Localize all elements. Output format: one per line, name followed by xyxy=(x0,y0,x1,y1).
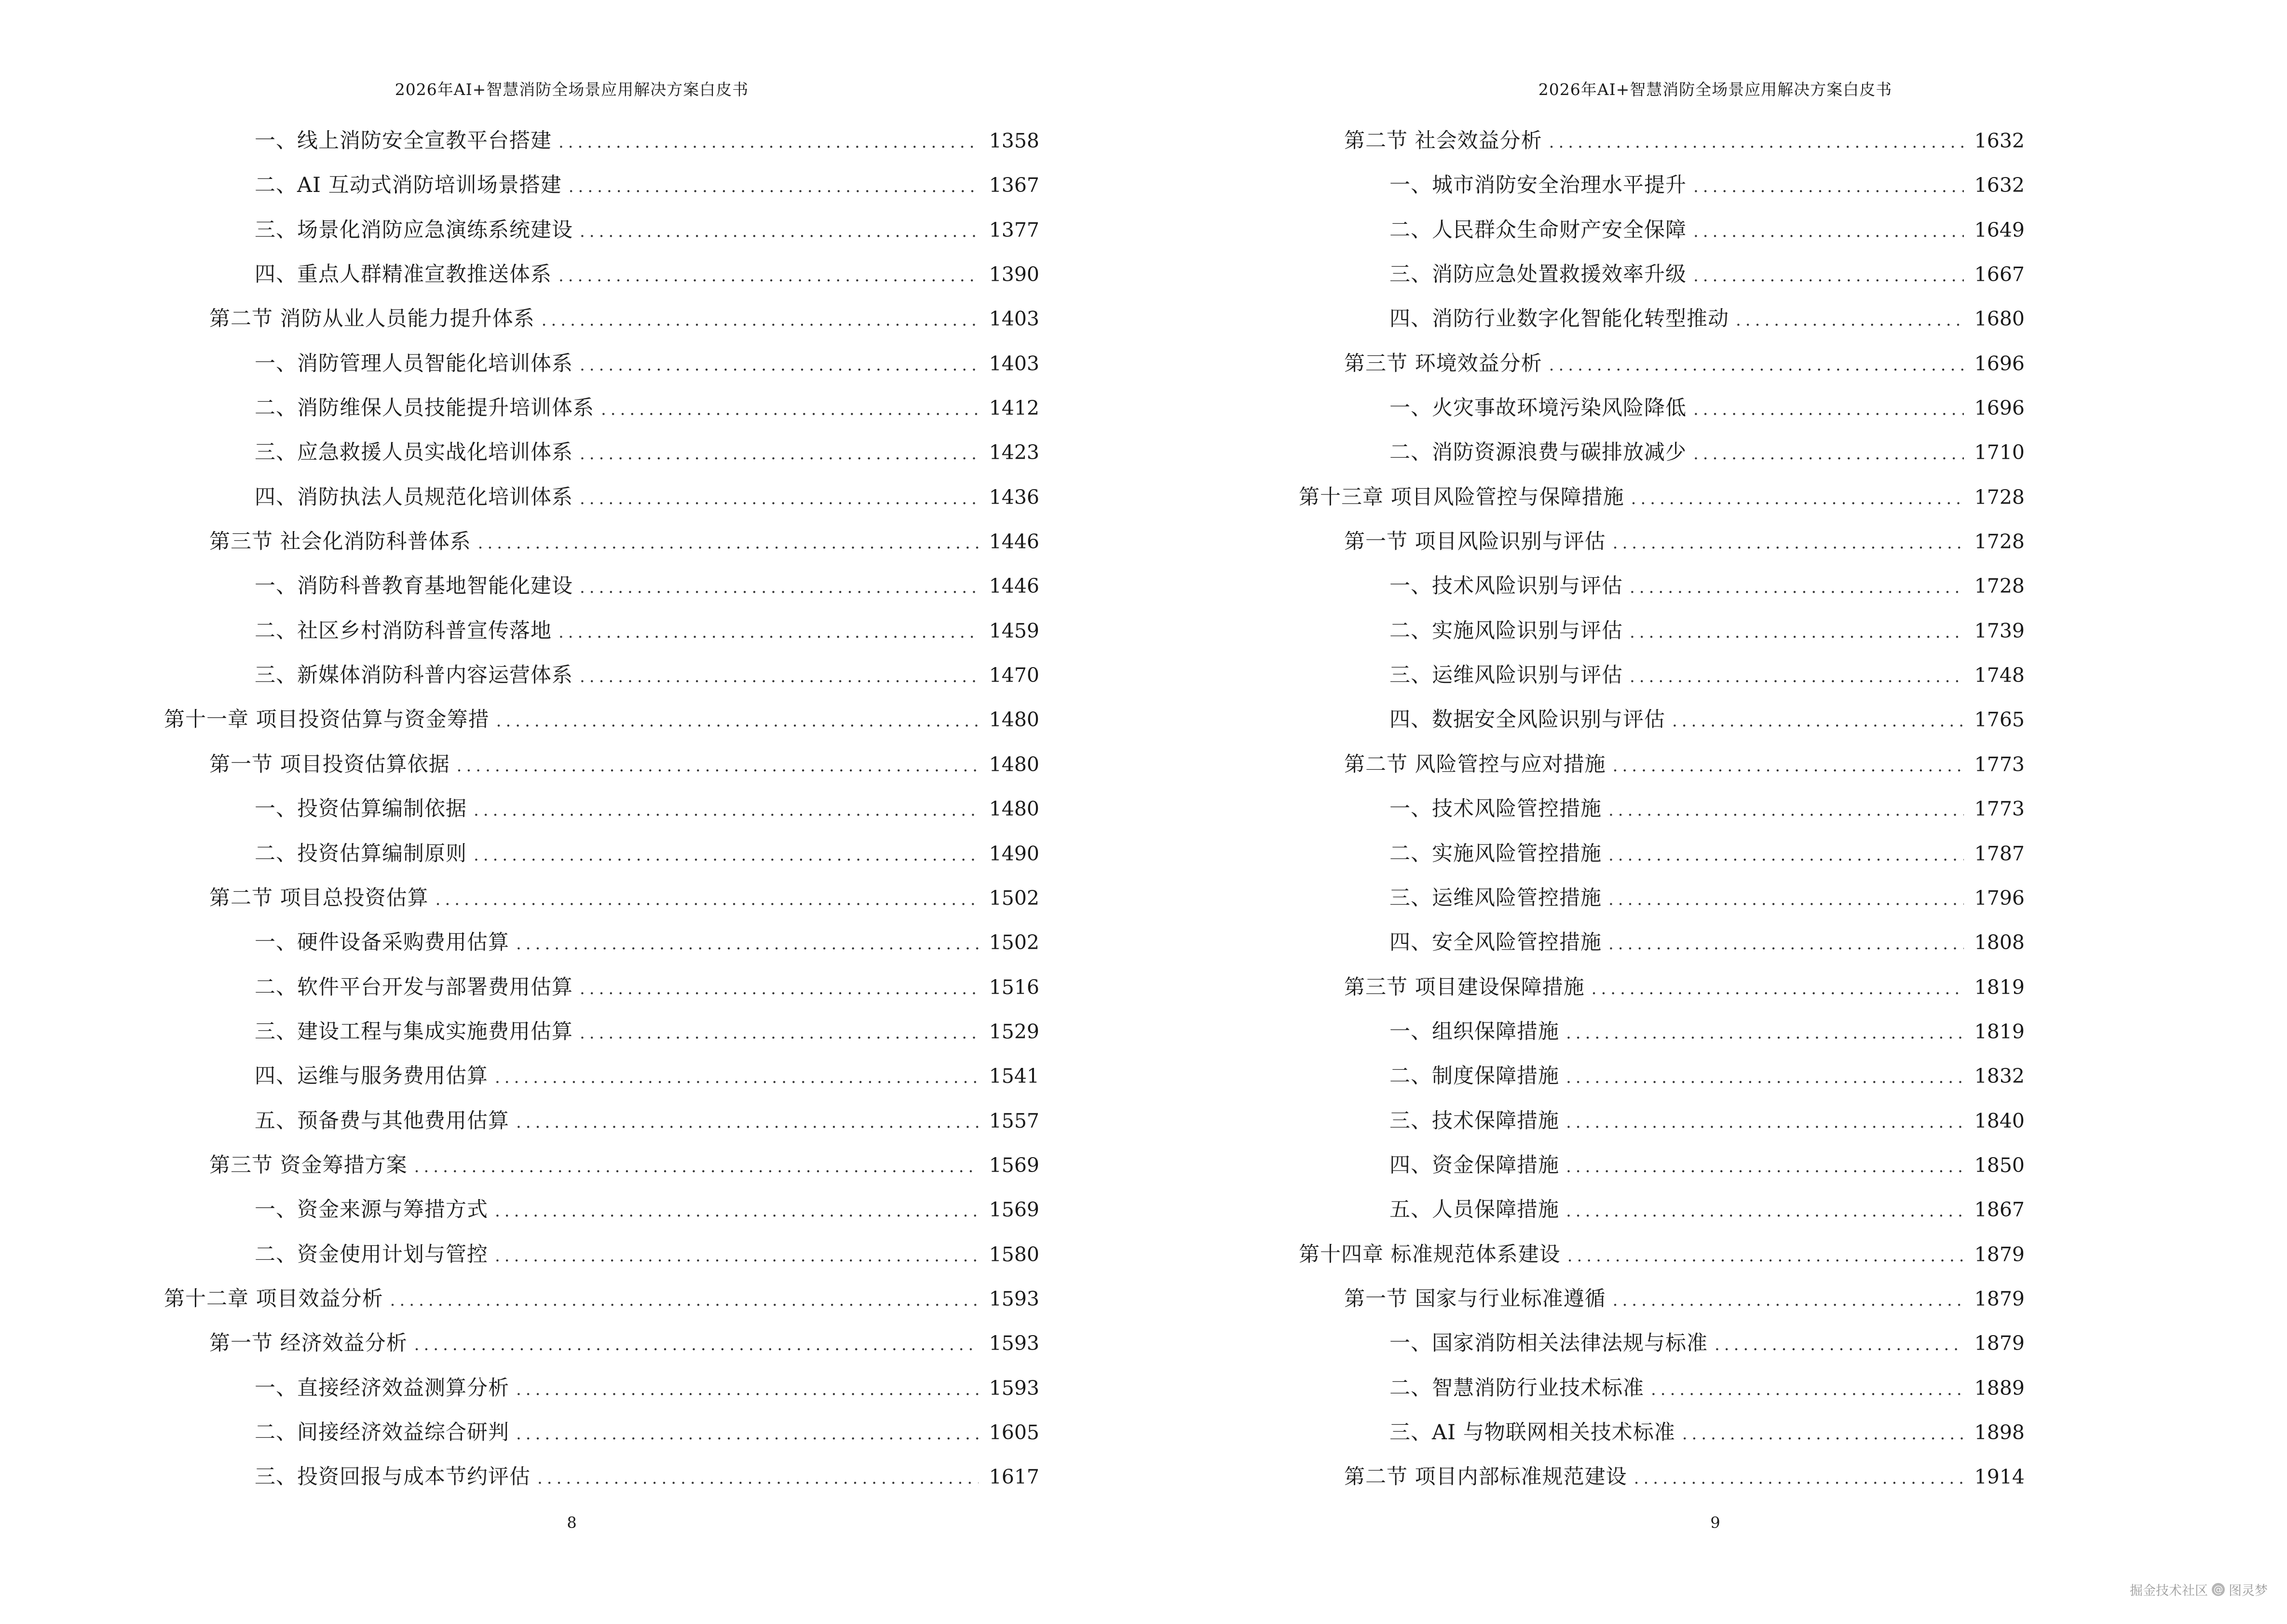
dot-leader xyxy=(1715,1323,1964,1367)
toc-entry-page: 1898 xyxy=(1974,1420,2025,1444)
dot-leader xyxy=(495,1055,979,1100)
toc-section[interactable] xyxy=(1299,1455,2025,1499)
toc-entry-title: 一、直接经济效益测算分析 xyxy=(255,1376,509,1400)
toc-entry-page: 1390 xyxy=(989,263,1039,287)
toc-entry-title: 第十一章 项目投资估算与资金筹措 xyxy=(164,708,490,732)
toc-entry-title: 第十三章 项目风险管控与保障措施 xyxy=(1299,485,1624,509)
toc-entry-title: 二、实施风险管控措施 xyxy=(1389,841,1602,866)
toc-entry-page: 1593 xyxy=(989,1376,1039,1400)
toc-entry-title: 二、消防维保人员技能提升培训体系 xyxy=(255,396,594,421)
toc-entry-page: 1377 xyxy=(989,218,1039,242)
toc-entry-page: 1580 xyxy=(989,1242,1039,1266)
toc-section[interactable] xyxy=(1299,341,2025,386)
toc-entry-page: 1787 xyxy=(1974,842,2025,865)
toc-entry-page: 1808 xyxy=(1974,931,2025,955)
toc-entry-page: 1889 xyxy=(1974,1376,2025,1400)
dot-leader xyxy=(580,967,979,1011)
toc-entry-title: 五、预备费与其他费用估算 xyxy=(255,1108,509,1133)
toc-chapter[interactable] xyxy=(1299,1232,2025,1277)
toc-subsection[interactable] xyxy=(1299,1321,2025,1365)
toc-chapter[interactable] xyxy=(164,1277,1039,1321)
toc-subsection[interactable] xyxy=(164,208,1039,252)
dot-leader xyxy=(1608,877,1964,922)
toc-entry-page: 1403 xyxy=(989,352,1039,375)
toc-entry-page: 1490 xyxy=(989,842,1039,865)
toc-subsection[interactable] xyxy=(1299,697,2025,742)
toc-subsection[interactable] xyxy=(164,475,1039,519)
dot-leader xyxy=(1651,1367,1964,1412)
toc-subsection[interactable] xyxy=(1299,920,2025,965)
toc-subsection[interactable] xyxy=(1299,430,2025,475)
toc-entry-title: 四、数据安全风险识别与评估 xyxy=(1389,708,1665,732)
dot-leader xyxy=(1631,477,1964,521)
toc-entry-title: 五、人员保障措施 xyxy=(1389,1198,1559,1222)
page-header: 2026年AI+智慧消防全场景应用解决方案白皮书 xyxy=(395,80,749,99)
toc-entry-page: 1773 xyxy=(1974,752,2025,776)
toc-subsection[interactable] xyxy=(1299,208,2025,252)
dot-leader xyxy=(414,1145,979,1189)
toc-subsection[interactable] xyxy=(164,1232,1039,1277)
toc-entry-page: 1840 xyxy=(1974,1109,2025,1133)
toc-subsection[interactable] xyxy=(164,564,1039,608)
toc-subsection[interactable] xyxy=(164,430,1039,475)
toc-chapter[interactable] xyxy=(1299,475,2025,519)
toc-entry-page: 1502 xyxy=(989,886,1039,910)
dot-leader xyxy=(1682,1412,1964,1456)
toc-entry-page: 1593 xyxy=(989,1287,1039,1310)
page-header: 2026年AI+智慧消防全场景应用解决方案白皮书 xyxy=(1538,80,1892,99)
toc-entry-title: 一、城市消防安全治理水平提升 xyxy=(1389,173,1687,198)
toc-entry-title: 四、消防执法人员规范化培训体系 xyxy=(255,485,573,509)
toc-entry-page: 1569 xyxy=(989,1198,1039,1222)
dot-leader xyxy=(1566,1055,1964,1100)
at-icon: @ xyxy=(2212,1583,2225,1596)
dot-leader xyxy=(1608,922,1964,966)
toc-entry-page: 1605 xyxy=(989,1420,1039,1444)
toc-entry-page: 1480 xyxy=(989,752,1039,776)
dot-leader xyxy=(1630,655,1964,699)
dot-leader xyxy=(495,1234,979,1278)
toc-subsection[interactable] xyxy=(164,1455,1039,1499)
dot-leader xyxy=(496,699,979,743)
toc-entry-title: 第二节 风险管控与应对措施 xyxy=(1344,752,1606,777)
dot-leader xyxy=(1566,1189,1964,1233)
toc-entry-title: 二、资金使用计划与管控 xyxy=(255,1242,488,1267)
toc-entry-page: 1728 xyxy=(1974,485,2025,509)
toc-entry-title: 三、消防应急处置救援效率升级 xyxy=(1389,262,1687,287)
toc-section[interactable] xyxy=(164,742,1039,787)
toc-entry-title: 二、智慧消防行业技术标准 xyxy=(1389,1376,1644,1400)
toc-section[interactable] xyxy=(1299,119,2025,163)
toc-entry-title: 第二节 项目总投资估算 xyxy=(209,886,429,910)
dot-leader xyxy=(1693,254,1964,298)
toc-entry-title: 第三节 项目建设保障措施 xyxy=(1344,975,1585,999)
toc-subsection[interactable] xyxy=(1299,564,2025,608)
toc-entry-title: 二、软件平台开发与部署费用估算 xyxy=(255,975,573,999)
toc-entry-page: 1403 xyxy=(989,307,1039,331)
toc-entry-page: 1850 xyxy=(1974,1153,2025,1177)
dot-leader xyxy=(558,610,979,655)
dot-leader xyxy=(516,1367,979,1412)
toc-entry-title: 二、投资估算编制原则 xyxy=(255,841,467,866)
toc-subsection[interactable] xyxy=(164,386,1039,430)
toc-subsection[interactable] xyxy=(1299,1099,2025,1143)
toc-entry-title: 四、重点人群精准宣教推送体系 xyxy=(255,262,552,287)
toc-entry-page: 1412 xyxy=(989,396,1039,420)
toc-subsection[interactable] xyxy=(1299,1143,2025,1187)
toc-entry-title: 第二节 消防从业人员能力提升体系 xyxy=(209,307,535,331)
dot-leader xyxy=(580,209,979,254)
toc-subsection[interactable] xyxy=(164,920,1039,965)
toc-entry-page: 1632 xyxy=(1974,174,2025,197)
dot-leader xyxy=(580,343,979,387)
toc-entry-page: 1367 xyxy=(989,174,1039,197)
toc-entry-page: 1617 xyxy=(989,1465,1039,1489)
dot-leader xyxy=(457,744,979,788)
watermark xyxy=(2130,1580,2268,1599)
toc-entry-title: 第二节 项目内部标准规范建设 xyxy=(1344,1465,1627,1489)
dot-leader xyxy=(1549,120,1964,164)
toc-entry-title: 四、资金保障措施 xyxy=(1389,1153,1559,1177)
toc-entry-title: 一、线上消防安全宣教平台搭建 xyxy=(255,129,552,153)
dot-leader xyxy=(580,565,979,610)
toc-section[interactable] xyxy=(164,519,1039,564)
toc-subsection[interactable] xyxy=(1299,876,2025,920)
toc-entry-title: 第一节 项目投资估算依据 xyxy=(209,752,450,777)
toc-entry-page: 1569 xyxy=(989,1153,1039,1177)
dot-leader xyxy=(601,387,979,432)
dot-leader xyxy=(580,655,979,699)
toc-entry-title: 第一节 项目风险识别与评估 xyxy=(1344,530,1606,554)
toc-entry-title: 三、新媒体消防科普内容运营体系 xyxy=(255,663,573,688)
dot-leader xyxy=(390,1278,979,1323)
toc-entry-page: 1739 xyxy=(1974,619,2025,642)
dot-leader xyxy=(1736,298,1964,342)
toc-entry-page: 1480 xyxy=(989,708,1039,732)
toc-entry-title: 第三节 环境效益分析 xyxy=(1344,351,1542,376)
toc-entry-page: 1867 xyxy=(1974,1198,2025,1222)
toc-entry-page: 1480 xyxy=(989,797,1039,821)
dot-leader xyxy=(1608,833,1964,877)
toc-entry-title: 一、资金来源与筹措方式 xyxy=(255,1198,488,1222)
toc-entry-page: 1748 xyxy=(1974,664,2025,687)
toc-subsection[interactable] xyxy=(1299,1187,2025,1232)
toc-entry-title: 三、建设工程与集成实施费用估算 xyxy=(255,1019,573,1044)
watermark-site: 掘金技术社区 xyxy=(2130,1583,2208,1598)
dot-leader xyxy=(495,1189,979,1233)
toc-subsection[interactable] xyxy=(1299,609,2025,653)
toc-entry-page: 1819 xyxy=(1974,1020,2025,1043)
toc-entry-page: 1696 xyxy=(1974,396,2025,420)
toc-subsection[interactable] xyxy=(1299,1410,2025,1455)
toc-subsection[interactable] xyxy=(164,965,1039,1010)
toc-entry-page: 1649 xyxy=(1974,218,2025,242)
dot-leader xyxy=(1566,1100,1964,1145)
toc-entry-page: 1459 xyxy=(989,619,1039,642)
toc-subsection[interactable] xyxy=(164,163,1039,207)
toc-subsection[interactable] xyxy=(1299,297,2025,341)
toc-subsection[interactable] xyxy=(164,341,1039,386)
toc-subsection[interactable] xyxy=(1299,653,2025,697)
dot-leader xyxy=(516,922,979,966)
toc-entry-title: 三、AI 与物联网相关技术标准 xyxy=(1389,1420,1675,1445)
toc-entry-title: 一、硬件设备采购费用估算 xyxy=(255,930,509,955)
toc-entry-page: 1832 xyxy=(1974,1064,2025,1088)
toc-entry-title: 二、AI 互动式消防培训场景搭建 xyxy=(255,173,562,198)
toc-entry-title: 一、消防管理人员智能化培训体系 xyxy=(255,351,573,376)
toc-entry-title: 第一节 国家与行业标准遵循 xyxy=(1344,1286,1606,1311)
dot-leader xyxy=(1693,209,1964,254)
toc-subsection[interactable] xyxy=(164,653,1039,697)
toc-section[interactable] xyxy=(1299,965,2025,1010)
toc-entry-page: 1728 xyxy=(1974,530,2025,554)
toc-entry-page: 1879 xyxy=(1974,1287,2025,1310)
dot-leader xyxy=(1613,521,1964,565)
toc-entry-page: 1593 xyxy=(989,1332,1039,1355)
toc-entry-title: 第三节 社会化消防科普体系 xyxy=(209,530,471,554)
toc-section[interactable] xyxy=(164,876,1039,920)
table-of-contents xyxy=(1299,119,2025,1500)
toc-subsection[interactable] xyxy=(1299,1010,2025,1054)
toc-subsection[interactable] xyxy=(1299,832,2025,876)
dot-leader xyxy=(436,877,979,922)
dot-leader xyxy=(478,521,979,565)
dot-leader xyxy=(1693,164,1964,209)
toc-entry-title: 一、国家消防相关法律法规与标准 xyxy=(1389,1331,1708,1356)
toc-entry-title: 一、组织保障措施 xyxy=(1389,1019,1559,1044)
toc-entry-title: 第一节 经济效益分析 xyxy=(209,1331,408,1356)
toc-entry-title: 第三节 资金筹措方案 xyxy=(209,1153,408,1177)
dot-leader xyxy=(1630,565,1964,610)
dot-leader xyxy=(1613,1278,1964,1323)
toc-subsection[interactable] xyxy=(1299,252,2025,297)
dot-leader xyxy=(1549,343,1964,387)
dot-leader xyxy=(558,120,979,164)
toc-subsection[interactable] xyxy=(164,1187,1039,1232)
toc-section[interactable] xyxy=(164,1321,1039,1365)
dot-leader xyxy=(474,788,979,832)
toc-entry-title: 二、消防资源浪费与碳排放减少 xyxy=(1389,440,1687,465)
dot-leader xyxy=(516,1100,979,1145)
toc-entry-title: 二、人民群众生命财产安全保障 xyxy=(1389,218,1687,242)
toc-entry-title: 三、应急救援人员实战化培训体系 xyxy=(255,440,573,465)
dot-leader xyxy=(1630,610,1964,655)
toc-entry-page: 1470 xyxy=(989,664,1039,687)
dot-leader xyxy=(474,833,979,877)
right-page xyxy=(1144,0,2287,1624)
dot-leader xyxy=(558,254,979,298)
toc-section[interactable] xyxy=(1299,742,2025,787)
toc-entry-page: 1728 xyxy=(1974,574,2025,598)
toc-subsection[interactable] xyxy=(164,1054,1039,1098)
page-number: 9 xyxy=(1710,1514,1720,1532)
watermark-author: 图灵梦 xyxy=(2229,1583,2268,1598)
toc-entry-title: 四、运维与服务费用估算 xyxy=(255,1064,488,1089)
toc-entry-page: 1358 xyxy=(989,129,1039,152)
toc-entry-title: 三、场景化消防应急演练系统建设 xyxy=(255,218,573,242)
toc-entry-title: 三、运维风险识别与评估 xyxy=(1389,663,1623,688)
toc-entry-page: 1765 xyxy=(1974,708,2025,732)
toc-entry-title: 一、火灾事故环境污染风险降低 xyxy=(1389,396,1687,421)
toc-entry-title: 一、技术风险识别与评估 xyxy=(1389,574,1623,599)
toc-subsection[interactable] xyxy=(164,787,1039,831)
toc-chapter[interactable] xyxy=(164,697,1039,742)
dot-leader xyxy=(1592,967,1964,1011)
toc-entry-page: 1696 xyxy=(1974,352,2025,375)
toc-entry-title: 一、消防科普教育基地智能化建设 xyxy=(255,574,573,599)
toc-entry-title: 二、间接经济效益综合研判 xyxy=(255,1420,509,1445)
toc-entry-page: 1423 xyxy=(989,441,1039,464)
toc-section[interactable] xyxy=(1299,1277,2025,1321)
toc-entry-title: 第十二章 项目效益分析 xyxy=(164,1286,383,1311)
dot-leader xyxy=(580,477,979,521)
toc-entry-title: 第十四章 标准规范体系建设 xyxy=(1299,1242,1561,1267)
toc-subsection[interactable] xyxy=(164,1366,1039,1410)
toc-entry-title: 四、安全风险管控措施 xyxy=(1389,930,1602,955)
toc-subsection[interactable] xyxy=(1299,787,2025,831)
toc-subsection[interactable] xyxy=(164,609,1039,653)
dot-leader xyxy=(1608,788,1964,832)
table-of-contents xyxy=(164,119,1039,1500)
dot-leader xyxy=(580,432,979,476)
dot-leader xyxy=(580,1011,979,1055)
dot-leader xyxy=(537,1456,979,1501)
toc-entry-page: 1557 xyxy=(989,1109,1039,1133)
toc-subsection[interactable] xyxy=(1299,163,2025,207)
toc-entry-page: 1516 xyxy=(989,975,1039,999)
toc-entry-page: 1541 xyxy=(989,1064,1039,1088)
toc-subsection[interactable] xyxy=(1299,1054,2025,1098)
dot-leader xyxy=(1634,1456,1964,1501)
toc-subsection[interactable] xyxy=(1299,386,2025,430)
toc-entry-title: 二、制度保障措施 xyxy=(1389,1064,1559,1089)
toc-entry-page: 1710 xyxy=(1974,441,2025,464)
toc-entry-page: 1773 xyxy=(1974,797,2025,821)
toc-subsection[interactable] xyxy=(164,1410,1039,1455)
toc-entry-page: 1680 xyxy=(1974,307,2025,331)
dot-leader xyxy=(1613,744,1964,788)
toc-entry-page: 1879 xyxy=(1974,1332,2025,1355)
toc-subsection[interactable] xyxy=(1299,1366,2025,1410)
toc-subsection[interactable] xyxy=(164,252,1039,297)
toc-entry-page: 1632 xyxy=(1974,129,2025,152)
toc-subsection[interactable] xyxy=(164,1099,1039,1143)
toc-entry-title: 四、消防行业数字化智能化转型推动 xyxy=(1389,307,1729,331)
toc-entry-title: 一、投资估算编制依据 xyxy=(255,797,467,821)
toc-entry-page: 1914 xyxy=(1974,1465,2025,1489)
dot-leader xyxy=(569,164,979,209)
dot-leader xyxy=(1672,699,1964,743)
dot-leader xyxy=(1566,1145,1964,1189)
toc-entry-page: 1436 xyxy=(989,485,1039,509)
toc-entry-title: 三、投资回报与成本节约评估 xyxy=(255,1465,531,1489)
dot-leader xyxy=(516,1412,979,1456)
toc-subsection[interactable] xyxy=(164,119,1039,163)
toc-section[interactable] xyxy=(164,297,1039,341)
toc-entry-page: 1529 xyxy=(989,1020,1039,1043)
toc-entry-page: 1502 xyxy=(989,931,1039,955)
toc-entry-page: 1819 xyxy=(1974,975,2025,999)
dot-leader xyxy=(542,298,979,342)
toc-entry-page: 1446 xyxy=(989,574,1039,598)
dot-leader xyxy=(1566,1011,1964,1055)
toc-entry-page: 1879 xyxy=(1974,1242,2025,1266)
toc-entry-page: 1667 xyxy=(1974,263,2025,287)
toc-section[interactable] xyxy=(1299,519,2025,564)
dot-leader xyxy=(1693,432,1964,476)
toc-entry-title: 二、社区乡村消防科普宣传落地 xyxy=(255,618,552,643)
toc-entry-title: 三、运维风险管控措施 xyxy=(1389,886,1602,910)
toc-entry-page: 1446 xyxy=(989,530,1039,554)
toc-entry-title: 三、技术保障措施 xyxy=(1389,1108,1559,1133)
toc-entry-page: 1796 xyxy=(1974,886,2025,910)
toc-entry-title: 二、实施风险识别与评估 xyxy=(1389,618,1623,643)
toc-entry-title: 一、技术风险管控措施 xyxy=(1389,797,1602,821)
dot-leader xyxy=(414,1323,979,1367)
toc-subsection[interactable] xyxy=(164,1010,1039,1054)
toc-section[interactable] xyxy=(164,1143,1039,1187)
dot-leader xyxy=(1567,1234,1964,1278)
dot-leader xyxy=(1693,387,1964,432)
toc-subsection[interactable] xyxy=(164,832,1039,876)
toc-entry-title: 第二节 社会效益分析 xyxy=(1344,129,1542,153)
page-number: 8 xyxy=(567,1514,577,1532)
